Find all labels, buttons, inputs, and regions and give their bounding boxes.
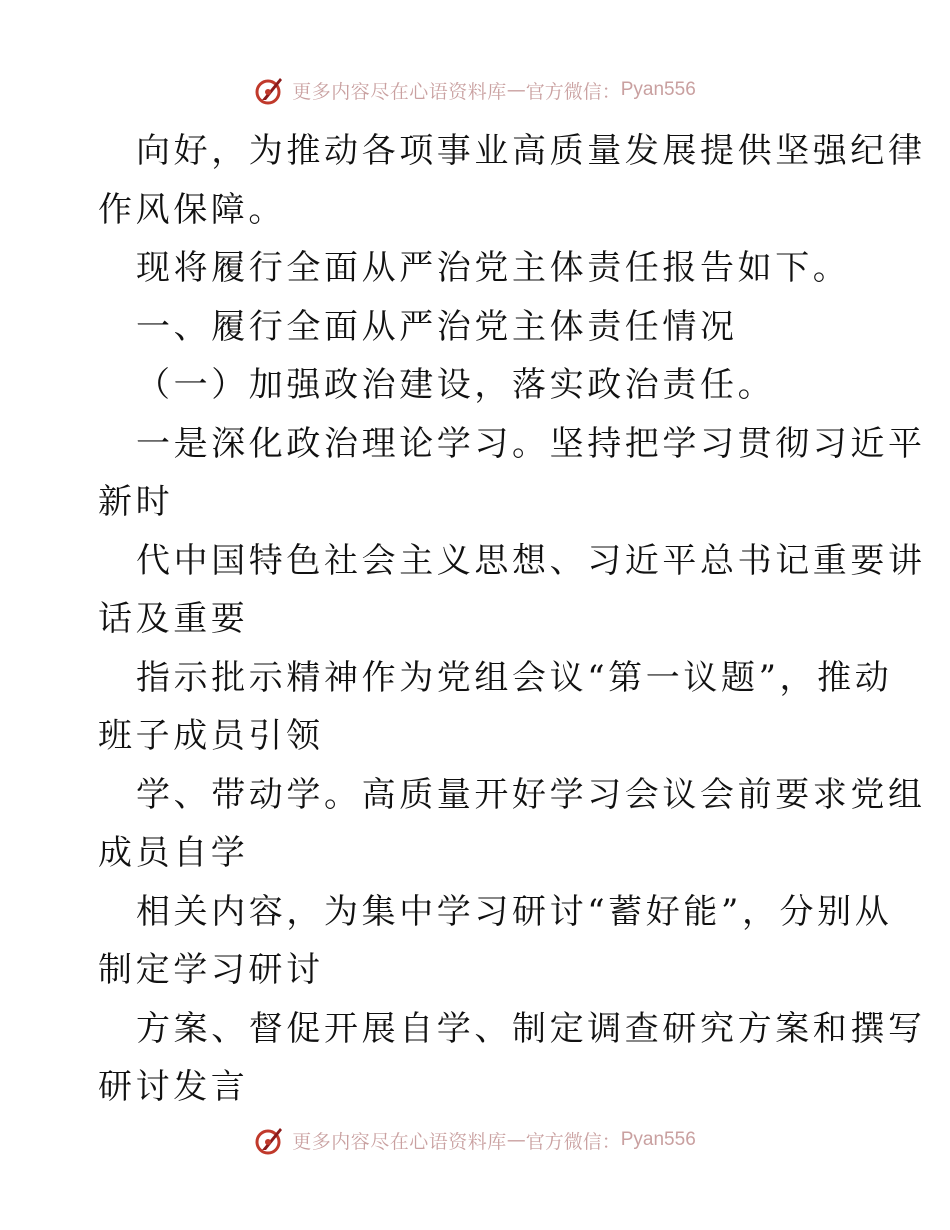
feather-pen-logo-icon <box>254 1124 286 1156</box>
text-line: 话及重要 <box>98 599 249 639</box>
text-line: 新时 <box>98 482 174 522</box>
watermark-separator: — <box>506 79 526 101</box>
watermark-site-text: 更多内容尽在心语资料库 <box>292 80 507 103</box>
watermark-wechat-id: Pyan556 <box>620 1129 696 1150</box>
watermark-site-text: 更多内容尽在心语资料库 <box>292 1130 507 1153</box>
header-watermark <box>0 70 950 110</box>
text-line: （一）加强政治建设，落实政治责任。 <box>136 365 776 405</box>
text-line: 方案、督促开展自学、制定调查研究方案和撰写 <box>136 1008 926 1049</box>
text-line: 现将履行全面从严治党主体责任报告如下。 <box>136 248 851 288</box>
text-line: 一是深化政治理论学习。坚持把学习贯彻习近平 <box>136 423 926 464</box>
text-line: 代中国特色社会主义思想、习近平总书记重要讲 <box>136 540 926 581</box>
text-line: 班子成员引领 <box>98 716 324 756</box>
text-line: 制定学习研讨 <box>98 950 324 990</box>
watermark-label: 官方微信： <box>525 80 621 103</box>
text-line: 学、带动学。高质量开好学习会议会前要求党组 <box>136 774 926 815</box>
watermark-wechat-id: Pyan556 <box>620 79 696 100</box>
text-line: 相关内容，为集中学习研讨“蓄好能”，分别从 <box>136 891 893 932</box>
document-body <box>98 122 926 1117</box>
feather-pen-logo-icon <box>254 74 286 106</box>
text-line: 一、履行全面从严治党主体责任情况 <box>136 306 738 347</box>
text-line: 指示批示精神作为党组会议“第一议题”，推动 <box>136 657 893 698</box>
text-line: 研讨发言 <box>98 1067 249 1107</box>
text-line: 作风保障。 <box>98 189 286 230</box>
footer-watermark <box>0 1120 950 1160</box>
watermark-label: 官方微信： <box>525 1130 621 1153</box>
watermark-separator: — <box>506 1129 526 1151</box>
text-line: 成员自学 <box>98 833 249 873</box>
text-line: 向好，为推动各项事业高质量发展提供坚强纪律 <box>136 131 926 171</box>
